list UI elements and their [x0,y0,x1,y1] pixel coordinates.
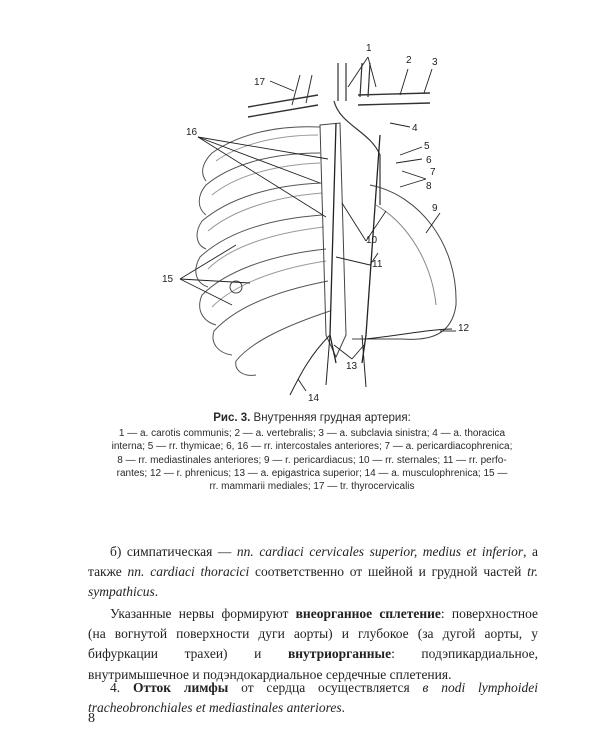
figure-label: 4 [412,123,418,134]
text-run: от сердца осуществляется [228,679,423,695]
figure-label: 7 [430,167,436,178]
a-musculophrenica [290,335,330,395]
figure-label: 8 [426,181,432,192]
latin-term: в nodi lymphoidei tracheobronchiales et mediastinales anteriores [88,679,538,715]
text-run: 4. [110,679,133,695]
figure-label: 16 [186,127,198,138]
subclavian-left [358,93,430,105]
caption-line: rantes; 12 — r. phrenicus; 13 — a. epigastrica superior; 14 — a. musculophrenica; 15 — [116,467,508,479]
figure-caption [88,412,536,493]
internal-thoracic-artery-figure [140,35,480,410]
text-run: Указанные нервы формируют [110,605,296,621]
caption-prefix: Рис. 3. [213,412,251,424]
caption-title-text: Внутренняя грудная артерия: [250,412,411,424]
text-run: . [341,699,345,715]
a-thoracica-interna-right [330,123,336,363]
rib [236,311,330,375]
a-thoracica-interna-left [362,135,380,363]
latin-term: nn. cardiaci thoracici [127,563,250,579]
figure-label: 9 [432,203,438,214]
figure-label: 13 [346,361,358,372]
paragraph-plexuses [88,604,538,686]
leader-lines [180,57,456,391]
caption-line: rr. mammarii mediales; 17 — tr. thyrocervicalis [209,481,415,493]
text-run: : поверхностное (на вогнутой поверхности дуги аорты) и глубокое (за дугой аорты, у бифуркации трахеи) и [88,605,538,662]
page-number: 8 [88,711,95,726]
bold-term: внутриорганные [287,646,392,662]
figure-label: 10 [366,235,378,246]
text-run: : подэпикардиальное, внутримышечное и подэндокардиальное сердечные сплетения. [88,646,538,682]
anatomy-illustration [140,35,480,410]
figure-label: 1 [366,43,372,54]
text-run: б) симпатическая — [110,543,237,559]
figure-label: 6 [426,155,432,166]
latin-term: nn. cardiaci cervicales superior, medius et inferior [236,543,524,559]
caption-title [88,412,536,425]
bold-term: Отток лимфы [132,679,229,695]
text-run: . [154,584,159,600]
rib [197,183,322,249]
figure-label: 2 [406,55,412,66]
figure-label: 15 [162,274,174,285]
paragraph-lymph-outflow [88,678,538,719]
r-phrenicus [366,329,452,339]
paragraph-sympathetic [88,542,538,603]
figure-label: 14 [308,393,320,404]
text-run: соответственно от шейной и грудной частей [249,563,528,579]
figure-label: 3 [432,57,438,68]
figure-label: 17 [254,77,266,88]
figure-label: 11 [372,259,383,270]
bold-term: внеорганное сплетение [295,605,441,621]
figure-label: 5 [424,141,430,152]
rib-shading [208,193,322,231]
caption-line: 8 — rr. mediastinales anteriores; 9 — r. pericardiacus; 10 — rr. sternales; 11 — rr. perfo- [117,454,507,466]
rib-shading [216,135,318,161]
rib-shading [208,227,324,269]
rib-shading [212,261,326,307]
caption-line: 1 — a. carotis communis; 2 — a. vertebralis; 3 — a. subclavia sinistra; 4 — a. thoracica [118,428,506,440]
text-run: , а также [88,543,538,579]
latin-term: tr. sympathicus [88,563,538,600]
caption-line: interna; 5 — rr. thymicae; 6, 16 — rr. intercostales anteriores; 7 — a. pericardiacophrenica; [111,441,513,453]
thyrocervical-trunk [292,75,312,105]
carotis-left [360,63,370,97]
carotis-communis [338,63,346,101]
figure-label: 12 [458,323,470,334]
